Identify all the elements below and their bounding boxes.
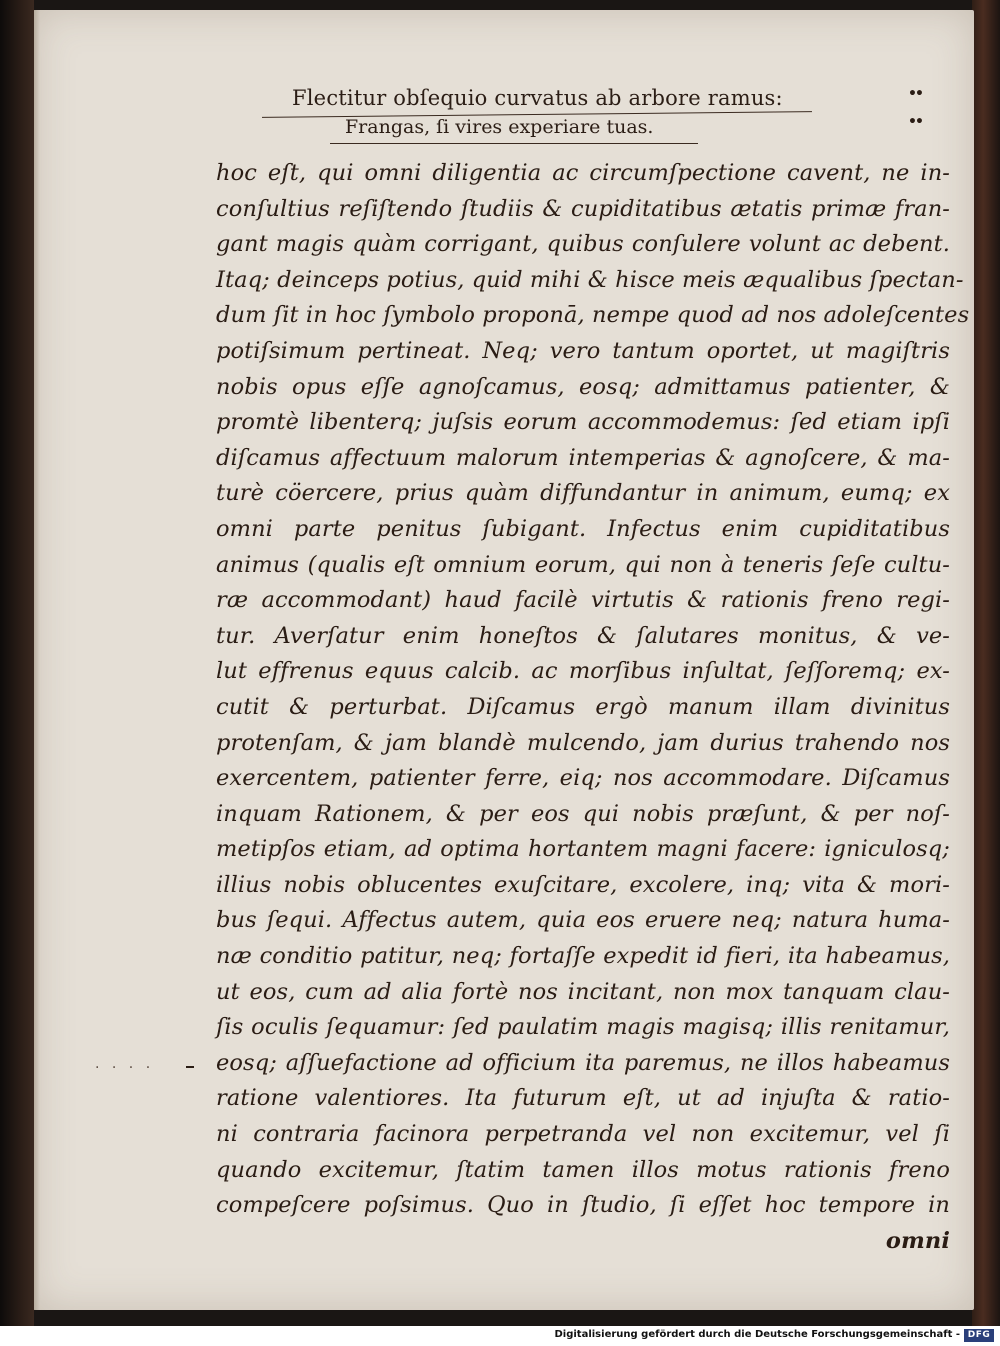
text-line: dum ſit in hoc ſymbolo proponā, nempe quod ad nos adoleſcentes bbox=[216, 302, 970, 329]
funding-credit: Digitalisierung gefördert durch die Deutsche Forschungsgemeinschaft - bbox=[554, 1329, 960, 1340]
page-gutter-shadow bbox=[34, 10, 40, 1310]
text-line: diſcamus affectuum malorum intemperias & agnoſcere, & ma- bbox=[216, 444, 950, 471]
text-line: compeſcere poſsimus. Quo in ſtudio, ſi eſſet hoc tempore in bbox=[216, 1192, 950, 1219]
text-line: promtè libenterq; juſsis eorum accommodemus: ſed etiam ipſi bbox=[216, 409, 950, 436]
text-line: quando excitemur, ſtatim tamen illos motus rationis freno bbox=[216, 1156, 950, 1183]
text-line: hoc eſt, qui omni diligentia ac circumſpectione cavent, ne in- bbox=[216, 160, 950, 186]
text-line: ræ accommodant) haud facilè virtutis & rationis freno regi- bbox=[216, 587, 950, 614]
ornament-dots-1: •• bbox=[908, 86, 922, 102]
text-line: ſis oculis ſequamur: ſed paulatim magis magisq; illis renitamur, bbox=[216, 1014, 950, 1041]
motto-line-1: Flectitur obſequio curvatus ab arbore ramus: bbox=[292, 86, 783, 110]
text-line: inquam Rationem, & per eos qui nobis præſunt, & per noſ- bbox=[216, 800, 950, 827]
text-line: animus (qualis eſt omnium eorum, qui non à teneris ſeſe cultu- bbox=[216, 551, 950, 578]
text-line: næ conditio patitur, neq; fortaſſe expedit id fieri, ita habeamus, bbox=[216, 943, 950, 970]
motto-underline-2 bbox=[330, 143, 698, 144]
text-line: ratione valentiores. Ita futurum eſt, ut ad injuſta & ratio- bbox=[216, 1085, 950, 1112]
dfg-logo: DFG bbox=[964, 1329, 994, 1342]
text-line: ni contraria facinora perpetranda vel non excitemur, vel ſi bbox=[216, 1121, 950, 1148]
text-line: lut effrenus equus calcib. ac morſibus inſultat, ſeſſoremq; ex- bbox=[216, 658, 950, 685]
text-line: tur. Averſatur enim honeſtos & ſalutares monitus, & ve- bbox=[216, 622, 950, 649]
text-line: illius nobis oblucentes exuſcitare, excolere, inq; vita & mori- bbox=[216, 871, 950, 898]
margin-dash-mark bbox=[186, 1066, 194, 1068]
book-cover-left-edge bbox=[0, 0, 34, 1326]
text-line: protenſam, & jam blandè mulcendo, jam durius trahendo nos bbox=[216, 729, 950, 756]
text-line: turè cöercere, prius quàm diffundantur in animum, eumq; ex bbox=[216, 480, 950, 507]
text-line: cutit & perturbat. Diſcamus ergò manum illam divinitus bbox=[216, 693, 950, 720]
catchword: omni bbox=[885, 1227, 950, 1254]
text-line: omni parte penitus ſubigant. Infectus enim cupiditatibus bbox=[216, 515, 950, 542]
text-line: nobis opus eſſe agnoſcamus, eosq; admittamus patienter, & bbox=[216, 373, 950, 400]
text-line: gant magis quàm corrigant, quibus conſulere volunt ac debent. bbox=[216, 231, 950, 258]
text-line: exercentem, patienter ferre, eiq; nos accommodare. Diſcamus bbox=[216, 765, 950, 792]
text-line: potiſsimum pertineat. Neq; vero tantum oportet, ut magiſtris bbox=[216, 337, 950, 364]
text-line: eosq; aſſuefactione ad officium ita paremus, ne illos habeamus bbox=[216, 1049, 950, 1076]
book-cover-right-edge bbox=[972, 0, 1000, 1326]
text-line: metipſos etiam, ad optima hortantem magni facere: igniculosq; bbox=[216, 836, 950, 863]
text-line: ut eos, cum ad alia fortè nos incitant, non mox tanquam clau- bbox=[216, 978, 950, 1005]
footer-bar bbox=[0, 1326, 1000, 1346]
text-line: bus ſequi. Affectus autem, quia eos eruere neq; natura huma- bbox=[216, 907, 950, 934]
text-line: conſultius reſiſtendo ſtudiis & cupiditatibus ætatis primæ fran- bbox=[216, 195, 950, 222]
motto-line-2: Frangas, ſi vires experiare tuas. bbox=[345, 116, 654, 138]
text-line: Itaq; deinceps potius, quid mihi & hisce meis æqualibus ſpectan- bbox=[216, 266, 964, 293]
body-text bbox=[216, 156, 970, 1259]
margin-ink-marks: . . . . bbox=[95, 1056, 155, 1072]
ornament-dots-2: •• bbox=[908, 114, 922, 130]
